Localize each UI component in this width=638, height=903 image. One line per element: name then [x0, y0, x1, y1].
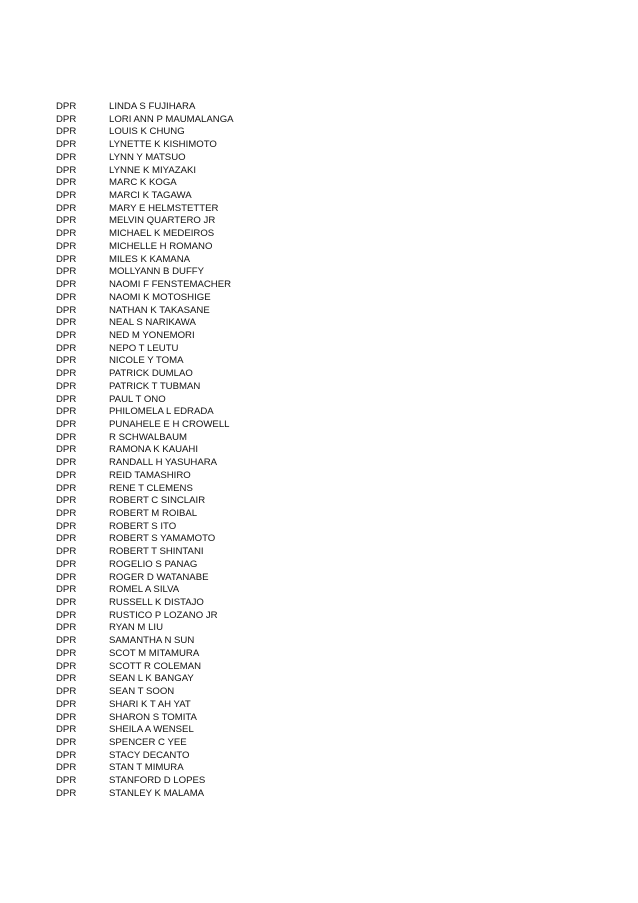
listing-row [56, 330, 476, 343]
employee-name: SCOTT R COLEMAN [109, 660, 202, 672]
listing-row [56, 152, 476, 165]
department-code: DPR [56, 520, 77, 532]
listing-row [56, 737, 476, 750]
listing-row [56, 177, 476, 190]
employee-name: ROMEL A SILVA [109, 584, 180, 596]
employee-name: SPENCER C YEE [109, 736, 187, 748]
listing-row [56, 406, 476, 419]
listing-row [56, 305, 476, 318]
listing-row [56, 190, 476, 203]
listing-row [56, 508, 476, 521]
listing-row [56, 266, 476, 279]
listing-row [56, 775, 476, 788]
employee-name: ROBERT S ITO [109, 520, 177, 532]
employee-name: RENE T CLEMENS [109, 482, 193, 494]
department-code: DPR [56, 673, 77, 685]
department-code: DPR [56, 291, 77, 303]
department-code: DPR [56, 368, 77, 380]
listing-row [56, 355, 476, 368]
employee-name: NICOLE Y TOMA [109, 355, 184, 367]
department-code: DPR [56, 711, 77, 723]
employee-name: NAOMI K MOTOSHIGE [109, 291, 211, 303]
listing-row [56, 673, 476, 686]
department-code: DPR [56, 355, 77, 367]
employee-name: STACY DECANTO [109, 749, 190, 761]
department-code: DPR [56, 533, 77, 545]
listing-row [56, 788, 476, 801]
employee-name: LYNETTE K KISHIMOTO [109, 139, 217, 151]
department-code: DPR [56, 190, 77, 202]
listing-row [56, 139, 476, 152]
employee-name: NEPO T LEUTU [109, 342, 179, 354]
department-code: DPR [56, 749, 77, 761]
department-code: DPR [56, 113, 77, 125]
department-code: DPR [56, 253, 77, 265]
department-code: DPR [56, 215, 77, 227]
department-code: DPR [56, 775, 77, 787]
listing-row [56, 444, 476, 457]
employee-name: PUNAHELE E H CROWELL [109, 418, 230, 430]
employee-name: SEAN L K BANGAY [109, 673, 194, 685]
listing-row [56, 394, 476, 407]
employee-name: REID TAMASHIRO [109, 469, 191, 481]
listing-row [56, 597, 476, 610]
employee-listing [56, 101, 476, 801]
listing-row [56, 279, 476, 292]
listing-row [56, 114, 476, 127]
employee-name: SEAN T SOON [109, 686, 175, 698]
department-code: DPR [56, 647, 77, 659]
listing-row [56, 584, 476, 597]
employee-name: PAUL T ONO [109, 393, 166, 405]
listing-row [56, 343, 476, 356]
listing-row [56, 610, 476, 623]
listing-row [56, 419, 476, 432]
listing-row [56, 203, 476, 216]
listing-row [56, 750, 476, 763]
employee-name: LOUIS K CHUNG [109, 126, 185, 138]
department-code: DPR [56, 151, 77, 163]
department-code: DPR [56, 698, 77, 710]
department-code: DPR [56, 571, 77, 583]
department-code: DPR [56, 406, 77, 418]
listing-row [56, 228, 476, 241]
listing-row [56, 572, 476, 585]
department-code: DPR [56, 139, 77, 151]
employee-name: STANLEY K MALAMA [109, 787, 205, 799]
employee-name: MARY E HELMSTETTER [109, 202, 219, 214]
listing-row [56, 165, 476, 178]
listing-row [56, 546, 476, 559]
employee-name: ROGELIO S PANAG [109, 558, 198, 570]
department-code: DPR [56, 240, 77, 252]
department-code: DPR [56, 584, 77, 596]
department-code: DPR [56, 724, 77, 736]
department-code: DPR [56, 266, 77, 278]
listing-row [56, 254, 476, 267]
department-code: DPR [56, 418, 77, 430]
listing-row [56, 101, 476, 114]
department-code: DPR [56, 228, 77, 240]
department-code: DPR [56, 279, 77, 291]
employee-name: RAMONA K KAUAHI [109, 444, 199, 456]
department-code: DPR [56, 393, 77, 405]
employee-name: RUSTICO P LOZANO JR [109, 609, 218, 621]
listing-row [56, 215, 476, 228]
department-code: DPR [56, 329, 77, 341]
listing-row [56, 762, 476, 775]
department-code: DPR [56, 469, 77, 481]
employee-name: PHILOMELA L EDRADA [109, 406, 214, 418]
department-code: DPR [56, 101, 77, 112]
employee-name: R SCHWALBAUM [109, 431, 188, 443]
listing-row [56, 241, 476, 254]
listing-row [56, 126, 476, 139]
employee-name: SHARON S TOMITA [109, 711, 197, 723]
listing-row [56, 686, 476, 699]
employee-name: LORI ANN P MAUMALANGA [109, 113, 234, 125]
listing-row [56, 368, 476, 381]
employee-name: MELVIN QUARTERO JR [109, 215, 216, 227]
employee-name: LYNNE K MIYAZAKI [109, 164, 197, 176]
department-code: DPR [56, 546, 77, 558]
department-code: DPR [56, 597, 77, 609]
employee-name: LYNN Y MATSUO [109, 151, 186, 163]
listing-row [56, 292, 476, 305]
employee-name: ROBERT M ROIBAL [109, 508, 198, 519]
department-code: DPR [56, 431, 77, 443]
employee-name: MILES K KAMANA [109, 253, 191, 265]
employee-name: MARCI K TAGAWA [109, 190, 192, 202]
employee-name: MICHELLE H ROMANO [109, 240, 213, 252]
listing-row [56, 521, 476, 534]
employee-name: ROGER D WATANABE [109, 571, 209, 583]
department-code: DPR [56, 622, 77, 634]
listing-row [56, 470, 476, 483]
department-code: DPR [56, 609, 77, 621]
department-code: DPR [56, 164, 77, 176]
department-code: DPR [56, 635, 77, 647]
listing-row [56, 712, 476, 725]
employee-name: NAOMI F FENSTEMACHER [109, 279, 232, 291]
department-code: DPR [56, 444, 77, 456]
department-code: DPR [56, 380, 77, 392]
listing-row [56, 381, 476, 394]
employee-name: ROBERT C SINCLAIR [109, 495, 206, 507]
employee-name: RYAN M LIU [109, 622, 164, 634]
department-code: DPR [56, 457, 77, 469]
employee-name: NEAL S NARIKAWA [109, 317, 196, 329]
employee-name: SAMANTHA N SUN [109, 635, 195, 647]
listing-row [56, 635, 476, 648]
employee-name: MARC K KOGA [109, 177, 177, 189]
department-code: DPR [56, 508, 77, 519]
employee-name: SCOT M MITAMURA [109, 647, 200, 659]
listing-row [56, 483, 476, 496]
department-code: DPR [56, 482, 77, 494]
listing-row [56, 533, 476, 546]
employee-name: MICHAEL K MEDEIROS [109, 228, 215, 240]
department-code: DPR [56, 736, 77, 748]
employee-name: NATHAN K TAKASANE [109, 304, 210, 316]
employee-name: RANDALL H YASUHARA [109, 457, 218, 469]
employee-name: RUSSELL K DISTAJO [109, 597, 204, 609]
department-code: DPR [56, 304, 77, 316]
employee-name: STANFORD D LOPES [109, 775, 206, 787]
listing-row [56, 432, 476, 445]
employee-name: ROBERT T SHINTANI [109, 546, 204, 558]
employee-name: STAN T MIMURA [109, 762, 184, 774]
employee-name: MOLLYANN B DUFFY [109, 266, 205, 278]
department-code: DPR [56, 495, 77, 507]
employee-name: SHEILA A WENSEL [109, 724, 194, 736]
department-code: DPR [56, 317, 77, 329]
employee-name: LINDA S FUJIHARA [109, 101, 196, 112]
listing-row [56, 457, 476, 470]
department-code: DPR [56, 762, 77, 774]
department-code: DPR [56, 126, 77, 138]
employee-name: ROBERT S YAMAMOTO [109, 533, 216, 545]
department-code: DPR [56, 787, 77, 799]
department-code: DPR [56, 177, 77, 189]
department-code: DPR [56, 342, 77, 354]
listing-row [56, 622, 476, 635]
listing-row [56, 648, 476, 661]
department-code: DPR [56, 202, 77, 214]
listing-row [56, 699, 476, 712]
employee-name: NED M YONEMORI [109, 329, 195, 341]
department-code: DPR [56, 558, 77, 570]
listing-row [56, 661, 476, 674]
listing-row [56, 495, 476, 508]
department-code: DPR [56, 660, 77, 672]
listing-row [56, 317, 476, 330]
employee-name: PATRICK T TUBMAN [109, 380, 201, 392]
employee-name: SHARI K T AH YAT [109, 698, 191, 710]
department-code: DPR [56, 686, 77, 698]
listing-row [56, 559, 476, 572]
listing-row [56, 724, 476, 737]
employee-name: PATRICK DUMLAO [109, 368, 193, 380]
